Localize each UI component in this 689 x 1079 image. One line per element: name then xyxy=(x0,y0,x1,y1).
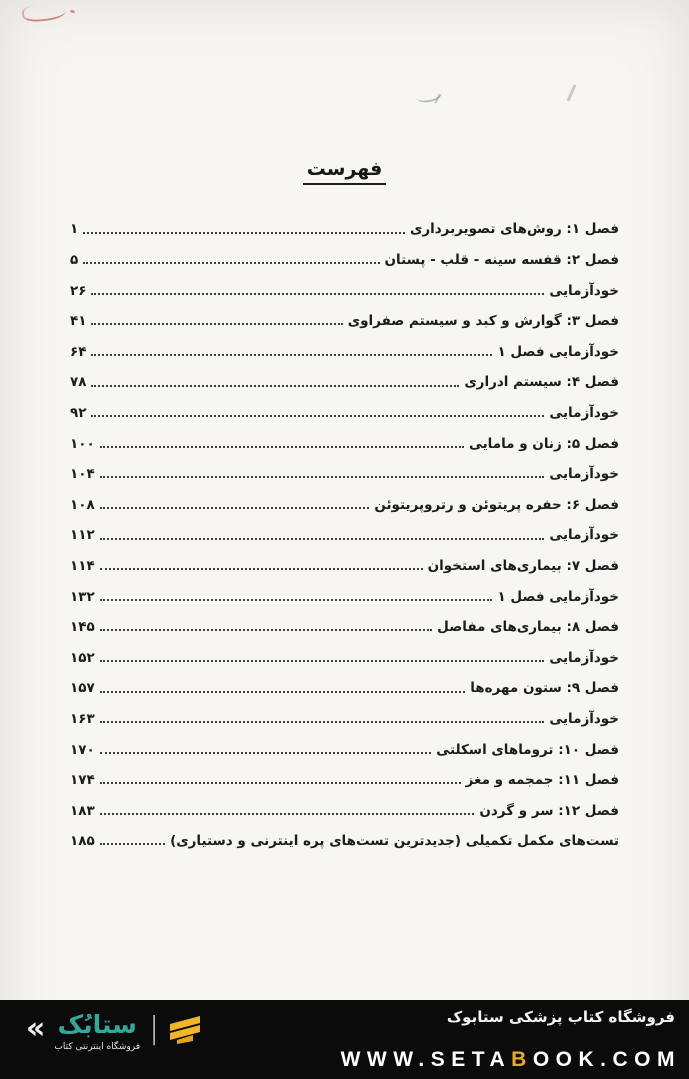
toc-entry-page-number: ۱ xyxy=(70,221,79,238)
dotted-leader xyxy=(100,721,545,723)
dotted-leader xyxy=(100,813,475,815)
footer-store-name-wrap xyxy=(447,1007,675,1026)
toc-entry-label: فصل ۳: گوارش و کبد و سیستم صفراوی xyxy=(347,313,619,330)
dotted-leader xyxy=(91,385,459,387)
toc-entry xyxy=(70,666,619,697)
dotted-leader xyxy=(100,507,370,509)
toc-entry-page-number: ۱۵۲ xyxy=(70,649,95,666)
toc-entry-page-number: ۱۸۳ xyxy=(70,802,95,819)
dotted-leader xyxy=(100,752,432,754)
toc-entry-label: خودآزمایی xyxy=(549,710,619,727)
dotted-leader xyxy=(91,415,544,417)
toc-entry-page-number: ۱۸۵ xyxy=(70,833,95,850)
dotted-leader xyxy=(100,599,493,601)
toc-entry-label: فصل ۵: زنان و مامایی xyxy=(468,435,619,452)
toc-entry-page-number: ۱۰۴ xyxy=(70,466,95,483)
logo-subtitle: فروشگاه اینترنتی کتاب xyxy=(54,1042,141,1052)
dotted-leader xyxy=(100,476,545,478)
toc-entry xyxy=(70,819,619,850)
toc-entry xyxy=(70,360,619,391)
toc-entry xyxy=(70,421,619,452)
toc-entry xyxy=(70,452,619,483)
toc-entry-page-number: ۱۱۴ xyxy=(70,557,95,574)
toc-entry xyxy=(70,207,619,238)
toc-entry-page-number: ۲۶ xyxy=(70,282,87,299)
toc-entry xyxy=(70,268,619,299)
toc-entry-label: فصل ۱: روش‌های تصویربرداری xyxy=(409,221,619,238)
toc-entry-label: فصل ۶: حفره پریتوئن و رتروپریتوئن xyxy=(374,496,619,513)
dotted-leader xyxy=(100,843,165,845)
toc-entry-label: خودآزمایی فصل ۱ xyxy=(497,588,619,605)
toc-entry xyxy=(70,299,619,330)
toc-entry-label: فصل ۲: قفسه سینه - قلب - پستان xyxy=(384,252,619,268)
toc-entry-label: فصل ۱۲: سر و گردن xyxy=(479,802,619,819)
toc-entry-label: فصل ۷: بیماری‌های استخوان xyxy=(427,557,619,574)
toc-entry xyxy=(70,758,619,789)
site-url-highlight: B xyxy=(511,1048,533,1071)
toc-entry-label: فصل ۱۱: جمجمه و مغز xyxy=(465,772,619,789)
scan-artifact-pencil-mark xyxy=(434,94,449,108)
toc-entry-page-number: ۴۱ xyxy=(70,313,87,330)
dotted-leader xyxy=(100,629,432,631)
dotted-leader xyxy=(91,323,342,325)
toc-entry-page-number: ۶۴ xyxy=(70,343,87,360)
chevron-left-icon: « xyxy=(26,1011,46,1046)
toc-entry xyxy=(70,605,619,636)
toc-entry xyxy=(70,329,619,360)
toc-entry xyxy=(70,635,619,666)
book-logo-icon xyxy=(168,1014,202,1044)
toc-entry xyxy=(70,544,619,575)
toc-entry-page-number: ۱۳۲ xyxy=(70,588,95,605)
page-title: فهرست xyxy=(303,158,387,185)
scan-artifact-pencil-mark xyxy=(566,84,576,102)
toc-entry-page-number: ۱۷۰ xyxy=(70,741,95,758)
publisher-footer-bar xyxy=(0,1000,689,1079)
toc-list xyxy=(70,207,619,849)
toc-entry-label: خودآزمایی xyxy=(549,527,619,544)
toc-entry-label: خودآزمایی xyxy=(549,404,619,421)
toc-entry-page-number: ۹۲ xyxy=(70,404,87,421)
toc-entry xyxy=(70,788,619,819)
logo-wordmark: ستابُک xyxy=(57,1010,137,1039)
dotted-leader xyxy=(100,538,545,540)
scan-artifact-red-mark xyxy=(21,1,67,23)
toc-entry xyxy=(70,727,619,758)
dotted-leader xyxy=(100,782,461,784)
toc-entry xyxy=(70,391,619,422)
toc-entry-label: فصل ۸: بیماری‌های مفاصل xyxy=(437,619,619,636)
toc-entry-page-number: ۱۷۴ xyxy=(70,772,95,789)
toc-entry xyxy=(70,574,619,605)
toc-entry-page-number: ۱۴۵ xyxy=(70,619,95,636)
site-url-suffix: OOK.COM xyxy=(532,1048,681,1071)
dotted-leader xyxy=(100,446,464,448)
toc-entry-label: فصل ۱۰: تروماهای اسکلتی xyxy=(436,741,619,758)
setabook-logo xyxy=(26,1010,202,1052)
toc-entry-label: خودآزمایی xyxy=(549,649,619,666)
dotted-leader xyxy=(100,568,423,570)
toc-entry-label: خودآزمایی xyxy=(549,282,619,299)
toc-entry-page-number: ۱۰۰ xyxy=(70,435,95,452)
toc-entry-page-number: ۱۵۷ xyxy=(70,680,95,697)
toc-entry-page-number: ۵ xyxy=(70,252,79,268)
dotted-leader xyxy=(83,262,379,264)
dotted-leader xyxy=(91,293,544,295)
toc-entry-page-number: ۱۱۲ xyxy=(70,527,95,544)
site-url[interactable] xyxy=(341,1048,681,1072)
dotted-leader xyxy=(83,232,405,234)
toc-entry-page-number: ۱۰۸ xyxy=(70,496,95,513)
toc-entry-page-number: ۱۶۳ xyxy=(70,710,95,727)
scan-artifact-red-speck xyxy=(70,9,76,14)
site-url-prefix: WWW.SETA xyxy=(340,1048,512,1071)
toc-entry-label: خودآزمایی xyxy=(549,466,619,483)
dotted-leader xyxy=(91,354,492,356)
logo-divider: | xyxy=(149,1011,160,1046)
toc-entry-label: فصل ۹: ستون مهره‌ها xyxy=(470,680,619,697)
page-title-wrap xyxy=(0,158,689,185)
scan-artifact-pencil-mark xyxy=(415,85,443,104)
toc-entry xyxy=(70,482,619,513)
store-name: فروشگاه کتاب پزشکی ستابوک xyxy=(446,1008,675,1026)
toc-entry xyxy=(70,513,619,544)
dotted-leader xyxy=(100,691,465,693)
dotted-leader xyxy=(100,660,545,662)
toc-entry-label: خودآزمایی فصل ۱ xyxy=(497,343,619,360)
toc-entry-page-number: ۷۸ xyxy=(70,374,87,391)
toc-entry xyxy=(70,238,619,269)
logo-word-column xyxy=(54,1010,140,1052)
toc-entry-label: فصل ۴: سیستم ادراری xyxy=(464,374,619,391)
toc-entry-label: تست‌های مکمل تکمیلی (جدیدترین تست‌های پره اینترنی و دستیاری) xyxy=(170,833,619,850)
toc-entry xyxy=(70,697,619,728)
